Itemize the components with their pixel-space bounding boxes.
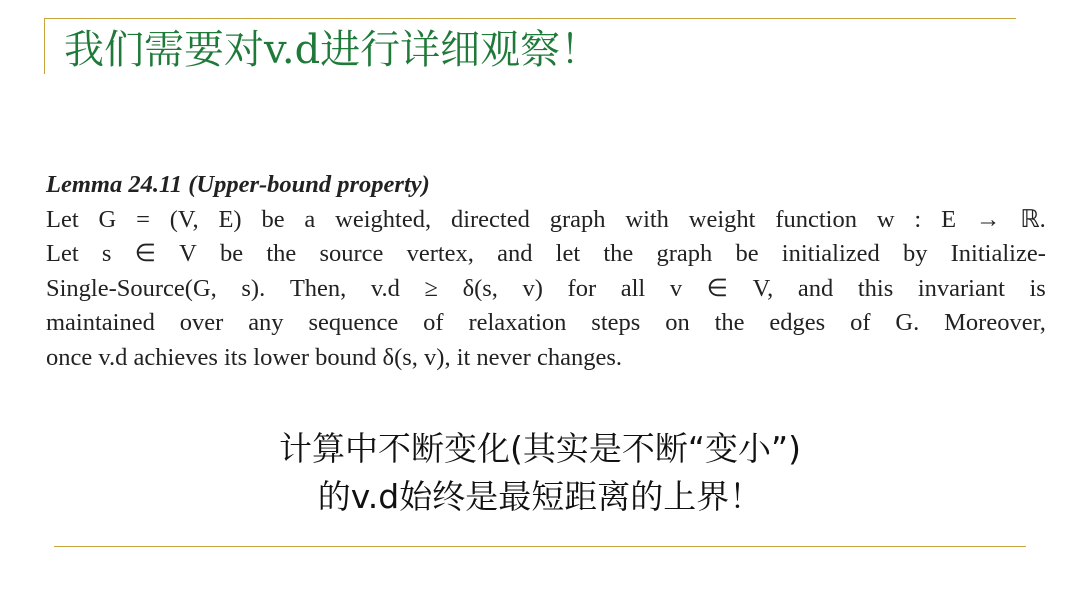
lemma-block (46, 168, 1046, 375)
lemma-heading: Lemma 24.11 (Upper-bound property) (46, 171, 430, 198)
note-line-1: 计算中不断变化(其实是不断“变小”) (279, 429, 801, 468)
lemma-line: Let G = (V, E) be a weighted, directed graph with weight function w : E → ℝ. (46, 205, 1046, 233)
note-block (0, 425, 1080, 521)
note-line-2: 的v.d始终是最短距离的上界！ (317, 477, 763, 516)
lemma-line: once v.d achieves its lower bound δ(s, v), it never changes. (46, 343, 623, 371)
lemma-line: Let s ∈ V be the source vertex, and let the graph be initialized by Initialize- (46, 240, 1046, 267)
lemma-line: Single-Source(G, s). Then, v.d ≥ δ(s, v) for all v ∈ V, and this invariant is (46, 274, 1046, 302)
lemma-line: maintained over any sequence of relaxation steps on the edges of G. Moreover, (46, 309, 1046, 336)
slide-title: 我们需要对v.d进行详细观察！ (64, 27, 601, 73)
bottom-rule (54, 546, 1026, 547)
title-top-rule (44, 18, 1016, 19)
title-left-bar (44, 18, 45, 74)
